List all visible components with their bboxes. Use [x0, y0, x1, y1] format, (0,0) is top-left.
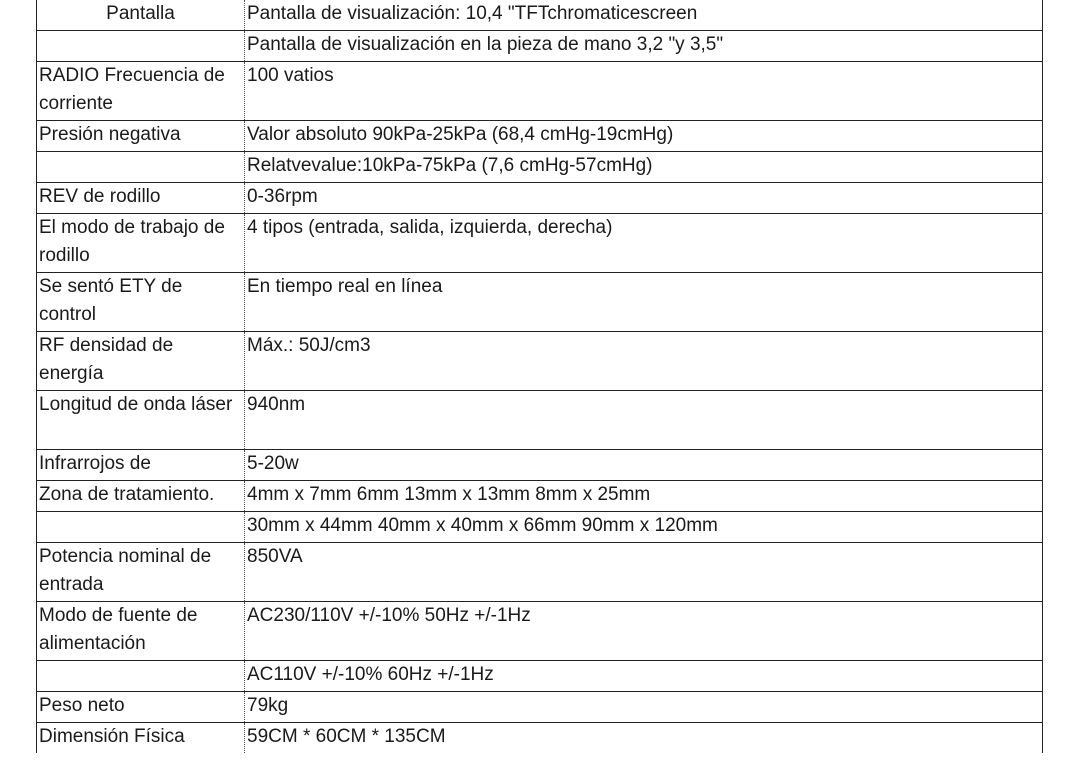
- spec-value: 5-20w: [245, 450, 1043, 481]
- spec-label: [37, 661, 245, 692]
- spec-value: 4 tipos (entrada, salida, izquierda, derecha): [245, 214, 1043, 273]
- table-row: [37, 183, 1043, 214]
- table-row: [37, 723, 1043, 754]
- spec-label: Infrarrojos de: [37, 450, 245, 481]
- spec-label: [37, 152, 245, 183]
- spec-label: Modo de fuente de alimentación: [37, 602, 245, 661]
- spec-value: 4mm x 7mm 6mm 13mm x 13mm 8mm x 25mm: [245, 481, 1043, 512]
- spec-label: Pantalla: [37, 0, 245, 31]
- spec-value: Máx.: 50J/cm3: [245, 332, 1043, 391]
- spec-label: RF densidad de energía: [37, 332, 245, 391]
- spec-value: 100 vatios: [245, 62, 1043, 121]
- spec-value: AC230/110V +/-10% 50Hz +/-1Hz: [245, 602, 1043, 661]
- spec-value: Pantalla de visualización en la pieza de mano 3,2 "y 3,5": [245, 31, 1043, 62]
- table-row: [37, 332, 1043, 391]
- spec-label: Presión negativa: [37, 121, 245, 152]
- table-row: [37, 391, 1043, 450]
- spec-label: [37, 31, 245, 62]
- spec-label: [37, 512, 245, 543]
- spec-label: Dimensión Física: [37, 723, 245, 754]
- spec-label: Zona de tratamiento.: [37, 481, 245, 512]
- table-row: [37, 273, 1043, 332]
- spec-label: El modo de trabajo de rodillo: [37, 214, 245, 273]
- spec-label: Longitud de onda láser: [37, 391, 245, 450]
- spec-value: 850VA: [245, 543, 1043, 602]
- spec-table: [36, 0, 1043, 753]
- spec-label: Peso neto: [37, 692, 245, 723]
- table-row: [37, 62, 1043, 121]
- table-row: [37, 692, 1043, 723]
- spec-value: Valor absoluto 90kPa-25kPa (68,4 cmHg-19cmHg): [245, 121, 1043, 152]
- spec-label: Se sentó ETY de control: [37, 273, 245, 332]
- spec-value: Pantalla de visualización: 10,4 "TFTchromaticescreen: [245, 0, 1043, 31]
- table-row: [37, 481, 1043, 512]
- spec-value: 0-36rpm: [245, 183, 1043, 214]
- spec-value: 79kg: [245, 692, 1043, 723]
- spec-label: REV de rodillo: [37, 183, 245, 214]
- table-row: [37, 152, 1043, 183]
- table-row: [37, 121, 1043, 152]
- table-row: [37, 602, 1043, 661]
- spec-value: AC110V +/-10% 60Hz +/-1Hz: [245, 661, 1043, 692]
- table-row: [37, 31, 1043, 62]
- table-row: [37, 512, 1043, 543]
- spec-value: 30mm x 44mm 40mm x 40mm x 66mm 90mm x 120mm: [245, 512, 1043, 543]
- table-row: [37, 0, 1043, 31]
- spec-value: En tiempo real en línea: [245, 273, 1043, 332]
- spec-value: Relatvevalue:10kPa-75kPa (7,6 cmHg-57cmHg): [245, 152, 1043, 183]
- table-row: [37, 661, 1043, 692]
- spec-value: 940nm: [245, 391, 1043, 450]
- spec-value: 59CM * 60CM * 135CM: [245, 723, 1043, 754]
- spec-label: RADIO Frecuencia de corriente: [37, 62, 245, 121]
- spec-label: Potencia nominal de entrada: [37, 543, 245, 602]
- table-row: [37, 543, 1043, 602]
- table-row: [37, 450, 1043, 481]
- table-row: [37, 214, 1043, 273]
